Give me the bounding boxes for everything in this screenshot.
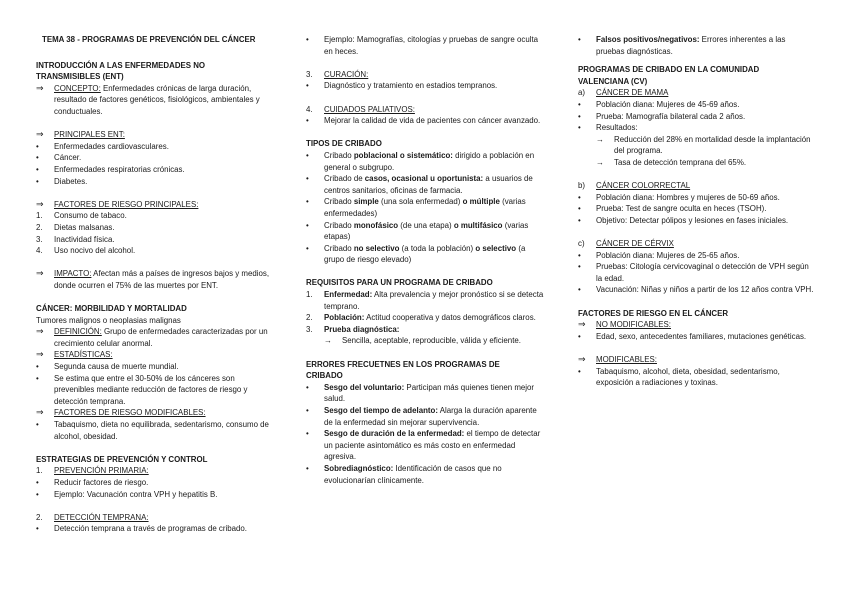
bullet-icon: • bbox=[578, 262, 581, 272]
list-item: • Pruebas: Citología cervicovaginal o detección de VPH según la edad. bbox=[578, 262, 809, 283]
errores-heading: ERRORES FRECUETNES EN LOS PROGRAMAS DE CRIBADO bbox=[306, 359, 500, 381]
estadisticas-heading: ⇒ ESTADÍSTICAS: bbox=[36, 349, 113, 360]
list-item: • Sesgo del tiempo de adelanto: Alarga la duración aparente de la enfermedad sin mejorar supervivencia. bbox=[306, 406, 537, 427]
bullet-icon: • bbox=[578, 215, 581, 225]
list-item: • Sobrediagnóstico: Identificación de casos que no evolucionarían clínicamente. bbox=[306, 463, 502, 485]
numbered-item: 3. Inactividad física. bbox=[36, 234, 115, 244]
list-item: • Falsos positivos/negativos: Errores inherentes a las pruebas diagnósticas. bbox=[578, 35, 786, 56]
sub-item: → Tasa de detección temprana del 65%. bbox=[596, 157, 747, 167]
list-item: • Cribado simple (una sola enfermedad) o múltiple (varias enfermedades) bbox=[306, 197, 526, 218]
list-item: • Vacunación: Niñas y niños a partir de los 12 años contra VPH. bbox=[578, 285, 814, 295]
list-item: • Detección temprana a través de programas de cribado. bbox=[36, 524, 247, 534]
bullet-icon: • bbox=[306, 429, 309, 439]
list-item: • Población diana: Hombres y mujeres de 50-69 años. bbox=[578, 192, 780, 202]
bullet-icon: • bbox=[306, 150, 309, 160]
sub-arrow-icon: → bbox=[596, 134, 604, 144]
bullet-icon: • bbox=[36, 373, 39, 383]
bullet-icon: • bbox=[36, 477, 39, 487]
arrow-icon: ⇒ bbox=[36, 82, 44, 93]
bullet-icon: • bbox=[306, 220, 309, 230]
bullet-icon: • bbox=[36, 489, 39, 499]
list-item: • Mejorar la calidad de vida de pacientes con cáncer avanzado. bbox=[306, 116, 541, 126]
bullet-icon: • bbox=[306, 243, 309, 253]
no-modificables-heading: ⇒ NO MODIFICABLES: bbox=[578, 319, 671, 330]
list-item: • Diagnóstico y tratamiento en estadios tempranos. bbox=[306, 81, 498, 91]
cervix-heading: c) CÁNCER DE CÉRVIX bbox=[578, 239, 674, 249]
arrow-icon: ⇒ bbox=[36, 268, 44, 279]
arrow-icon: ⇒ bbox=[36, 407, 44, 418]
list-item: • Prueba: Test de sangre oculta en heces (TSOH). bbox=[578, 204, 767, 214]
list-item: • Enfermedades cardiovasculares. bbox=[36, 141, 169, 151]
prevencion-primaria-heading: 1. PREVENCIÓN PRIMARIA: bbox=[36, 466, 149, 476]
list-item: • Población diana: Mujeres de 45-69 años. bbox=[578, 99, 740, 109]
list-item: • Enfermedades respiratorias crónicas. bbox=[36, 164, 185, 174]
sub-arrow-icon: → bbox=[596, 157, 604, 167]
document-title: TEMA 38 - PROGRAMAS DE PREVENCIÓN DEL CÁNCER bbox=[42, 35, 256, 44]
estrategias-heading: ESTRATEGIAS DE PREVENCIÓN Y CONTROL bbox=[36, 454, 208, 464]
factores-riesgo-heading: FACTORES DE RIESGO EN EL CÁNCER bbox=[578, 308, 729, 318]
paliativos-heading: 4. CUIDADOS PALIATIVOS: bbox=[306, 104, 415, 114]
sub-item: → Reducción del 28% en mortalidad desde la implantación del programa. bbox=[596, 134, 811, 156]
definicion-row: ⇒ DEFINICIÓN: Grupo de enfermedades caracterizadas por un crecimiento celular anormal. bbox=[36, 326, 268, 348]
bullet-icon: • bbox=[578, 204, 581, 214]
list-item: • Resultados: bbox=[578, 123, 638, 133]
requisitos-heading: REQUISITOS PARA UN PROGRAMA DE CRIBADO bbox=[306, 278, 493, 288]
bullet-icon: • bbox=[306, 81, 309, 91]
bullet-icon: • bbox=[578, 123, 581, 133]
principales-heading: ⇒ PRINCIPALES ENT: bbox=[36, 129, 125, 140]
bullet-icon: • bbox=[306, 116, 309, 126]
colorrectal-heading: b) CÁNCER COLORRECTAL bbox=[578, 181, 691, 191]
column-3 bbox=[578, 34, 816, 389]
list-item: • Prueba: Mamografía bilateral cada 2 años. bbox=[578, 111, 746, 121]
list-item: • Cribado poblacional o sistemático: dirigido a población en general o subgrupo. bbox=[306, 150, 535, 172]
list-item: • Objetivo: Detectar pólipos y lesiones en fases iniciales. bbox=[578, 215, 789, 225]
bullet-icon: • bbox=[578, 285, 581, 295]
mama-heading: a) CÁNCER DE MAMA bbox=[578, 88, 669, 98]
column-1 bbox=[36, 34, 272, 535]
cv-heading: PROGRAMAS DE CRIBADO EN LA COMUNIDAD VALENCIANA (CV) bbox=[578, 65, 760, 86]
bullet-icon: • bbox=[578, 35, 581, 44]
numbered-item: 2. Dietas malsanas. bbox=[36, 222, 115, 232]
list-item: • Edad, sexo, antecedentes familiares, mutaciones genéticas. bbox=[578, 331, 807, 341]
list-item: • Reducir factores de riesgo. bbox=[36, 477, 149, 487]
list-item: • Cribado no selectivo (a toda la población) o selectivo (a grupo de riesgo elevado) bbox=[306, 243, 526, 265]
cancer-subtitle: Tumores malignos o neoplasias malignas bbox=[36, 315, 181, 325]
numbered-item: 3. Prueba diagnóstica: bbox=[306, 324, 400, 334]
bullet-icon: • bbox=[578, 250, 581, 260]
numbered-item: 2. Población: Actitud cooperativa y datos demográficos claros. bbox=[306, 313, 536, 323]
concepto-text: Enfermedades crónicas de larga duración, resultado de factores genéticos, fisiológicos, ambientales y conductuales. bbox=[54, 83, 260, 116]
bullet-icon: • bbox=[578, 192, 581, 202]
bullet-icon: • bbox=[578, 331, 581, 341]
arrow-icon: ⇒ bbox=[36, 129, 44, 140]
bullet-icon: • bbox=[36, 420, 39, 429]
bullet-icon: • bbox=[36, 362, 39, 372]
arrow-icon: ⇒ bbox=[578, 319, 586, 330]
sub-arrow-icon: → bbox=[324, 336, 332, 346]
intro-heading: INTRODUCCIÓN A LAS ENFERMEDADES NO TRANSMISIBLES (ENT) bbox=[36, 60, 206, 82]
impacto-row: ⇒ IMPACTO: Afectan más a países de ingresos bajos y medios, donde ocurren el 75% de las muertes por ENT. bbox=[36, 268, 270, 290]
list-item: • Cribado de casos, ocasional u oportunista: a usuarios de centros sanitarios, oficinas de farmacia. bbox=[306, 174, 533, 195]
concepto-row bbox=[36, 83, 272, 118]
bullet-icon: • bbox=[578, 111, 581, 121]
bullet-icon: • bbox=[578, 99, 581, 109]
arrow-icon: ⇒ bbox=[36, 326, 44, 337]
bullet-icon: • bbox=[578, 366, 581, 376]
bullet-icon: • bbox=[306, 406, 309, 415]
arrow-icon: ⇒ bbox=[36, 198, 44, 209]
list-item: • Cáncer. bbox=[36, 153, 82, 163]
factores-heading: ⇒ FACTORES DE RIESGO PRINCIPALES: bbox=[36, 198, 199, 209]
list-item: • Cribado monofásico (de una etapa) o multifásico (varias etapas) bbox=[306, 220, 529, 242]
column-2 bbox=[306, 34, 546, 486]
bullet-icon: • bbox=[36, 153, 39, 163]
curacion-heading: 3. CURACIÓN: bbox=[306, 69, 369, 79]
modificables-heading: ⇒ FACTORES DE RIESGO MODIFICABLES: bbox=[36, 407, 206, 418]
bullet-icon: • bbox=[306, 197, 309, 207]
bullet-icon: • bbox=[36, 176, 39, 186]
list-item: • Población diana: Mujeres de 25-65 años. bbox=[578, 250, 740, 260]
list-item: • Tabaquismo, alcohol, dieta, obesidad, sedentarismo, exposición a radiaciones y toxinas. bbox=[578, 366, 780, 388]
arrow-icon: ⇒ bbox=[36, 349, 44, 360]
list-item: • Tabaquismo, dieta no equilibrada, sedentarismo, consumo de alcohol, obesidad. bbox=[36, 420, 269, 441]
list-item: • Sesgo de duración de la enfermedad: el tiempo de detectar un paciente asintomático es más costo en enfermedad agresiva. bbox=[306, 429, 541, 462]
bullet-icon: • bbox=[306, 463, 309, 473]
arrow-icon: ⇒ bbox=[578, 354, 586, 365]
bullet-icon: • bbox=[306, 382, 309, 392]
concepto-label: CONCEPTO: bbox=[54, 83, 101, 93]
bullet-icon: • bbox=[306, 35, 309, 44]
numbered-item: 1. Enfermedad: Alta prevalencia y mejor pronóstico si se detecta temprano. bbox=[306, 290, 544, 311]
sub-item: → Sencilla, aceptable, reproducible, válida y eficiente. bbox=[324, 336, 521, 346]
modificables-heading: ⇒ MODIFICABLES: bbox=[578, 354, 657, 365]
list-item: • Diabetes. bbox=[36, 176, 88, 186]
list-item: • Ejemplo: Mamografías, citologías y pruebas de sangre oculta en heces. bbox=[306, 35, 539, 56]
list-item: • Segunda causa de muerte mundial. bbox=[36, 362, 179, 372]
list-item: • Sesgo del voluntario: Participan más quienes tienen mejor salud. bbox=[306, 382, 535, 404]
numbered-item: 1. Consumo de tabaco. bbox=[36, 211, 127, 221]
deteccion-temprana-heading: 2. DETECCIÓN TEMPRANA: bbox=[36, 512, 149, 522]
cancer-heading: CÁNCER: MORBILIDAD Y MORTALIDAD bbox=[36, 304, 187, 314]
tipos-heading: TIPOS DE CRIBADO bbox=[306, 139, 382, 149]
list-item: • Se estima que entre el 30-50% de los cánceres son prevenibles mediante reducción de factores de riesgo y detección temprana. bbox=[36, 373, 248, 406]
bullet-icon: • bbox=[36, 524, 39, 534]
bullet-icon: • bbox=[36, 141, 39, 151]
bullet-icon: • bbox=[36, 164, 39, 174]
bullet-icon: • bbox=[306, 174, 309, 184]
list-item: • Ejemplo: Vacunación contra VPH y hepatitis B. bbox=[36, 489, 218, 499]
numbered-item: 4. Uso nocivo del alcohol. bbox=[36, 246, 136, 256]
